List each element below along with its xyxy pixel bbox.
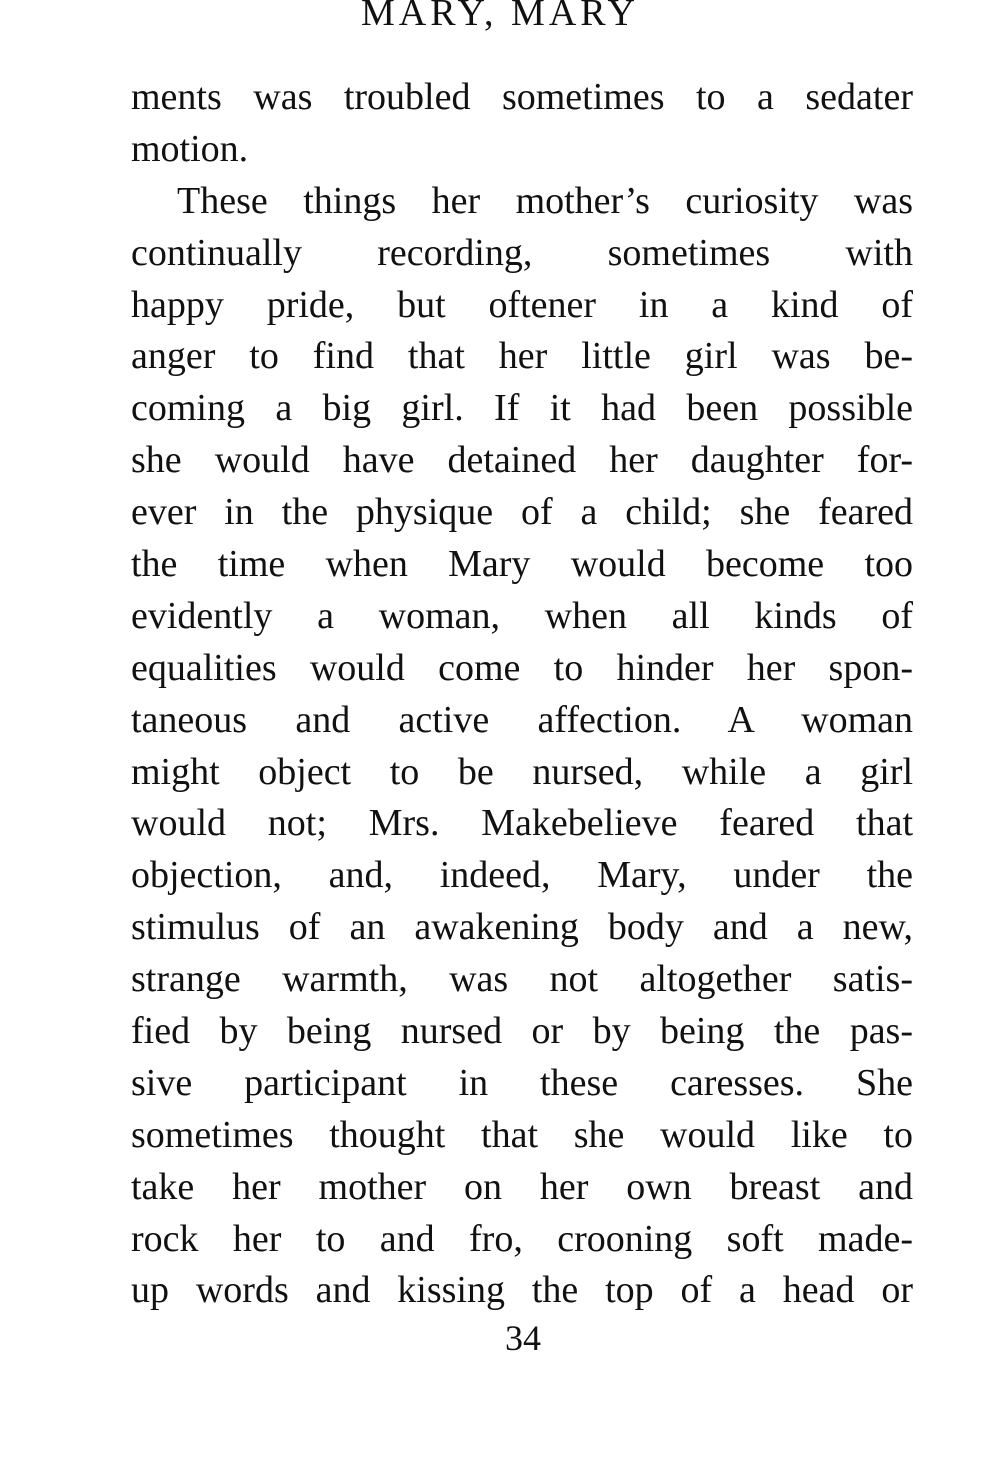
text-line: the time when Mary would become too (131, 543, 913, 586)
text-line: continually recording, sometimes with (131, 231, 913, 274)
text-line: ever in the physique of a child; she feared (131, 491, 913, 534)
text-line: coming a big girl. If it had been possible (131, 387, 913, 430)
text-line: equalities would come to hinder her spon- (131, 646, 913, 689)
text-line: up words and kissing the top of a head or (131, 1269, 913, 1312)
text-line: take her mother on her own breast and (131, 1165, 913, 1208)
text-line: stimulus of an awakening body and a new, (131, 906, 913, 949)
text-line: taneous and active affection. A woman (131, 698, 913, 741)
text-line: would not; Mrs. Makebelieve feared that (131, 802, 913, 845)
text-line: sive participant in these caresses. She (131, 1061, 913, 1104)
text-line: she would have detained her daughter for- (131, 439, 913, 482)
text-line: ments was troubled sometimes to a sedater (131, 76, 913, 118)
text-line: rock her to and fro, crooning soft made- (131, 1217, 913, 1260)
text-line: objection, and, indeed, Mary, under the (131, 854, 913, 897)
text-line: anger to find that her little girl was be- (131, 335, 913, 378)
body-text (131, 72, 913, 1317)
text-line: might object to be nursed, while a girl (131, 750, 913, 793)
page-number: 34 (505, 1318, 541, 1358)
running-head: MARY, MARY (361, 0, 639, 34)
text-line: happy pride, but oftener in a kind of (131, 283, 913, 326)
text-line: motion. (131, 127, 249, 170)
text-line: sometimes thought that she would like to (131, 1113, 913, 1156)
paragraph-first-line: These things her mother’s curiosity was (177, 179, 913, 222)
text-line: fied by being nursed or by being the pas- (131, 1010, 913, 1053)
text-line: evidently a woman, when all kinds of (131, 594, 913, 637)
text-line: strange warmth, was not altogether satis- (131, 958, 913, 1001)
